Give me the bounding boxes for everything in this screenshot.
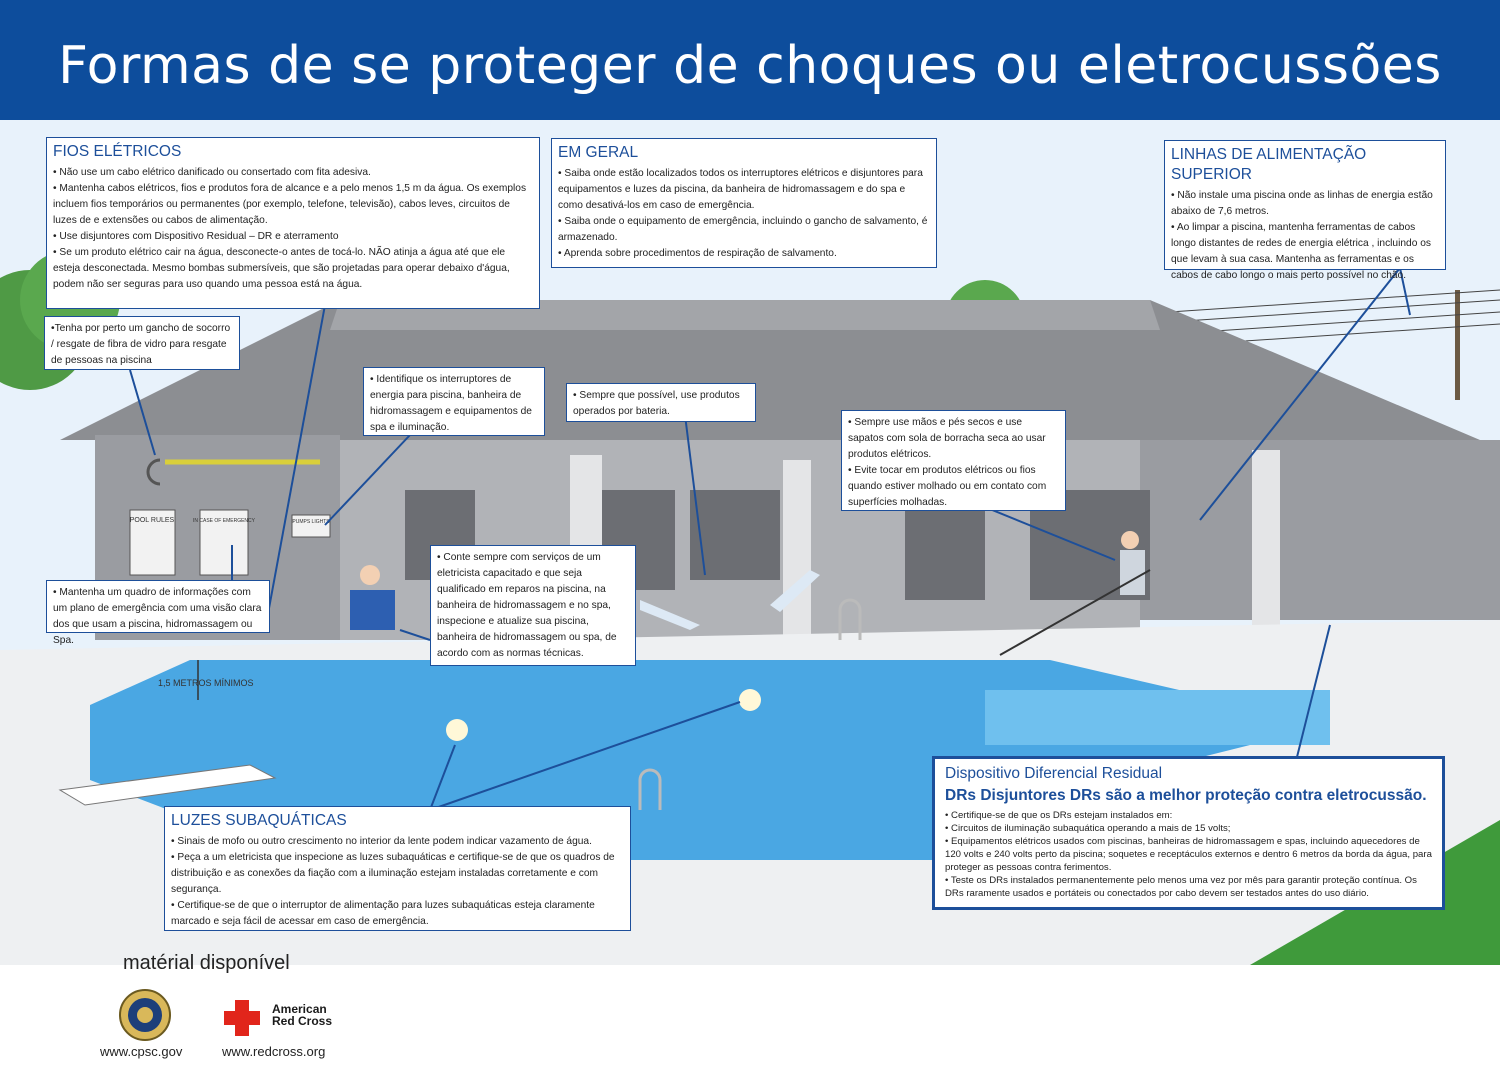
maos-item: • Evite tocar em produtos elétricos ou fios quando estiver molhado ou em contato com superfícies molhadas. [848, 465, 1047, 508]
gancho-text: •Tenha por perto um gancho de socorro / resgate de fibra de vidro para resgate de pessoas na piscina [51, 323, 231, 366]
cpsc-seal-logo [118, 988, 172, 1042]
pumps-lights-label: PUMPS LIGHTS [292, 519, 330, 525]
geral-item: • Aprenda sobre procedimentos de respiração de salvamento. [558, 248, 837, 259]
bateria-text: • Sempre que possível, use produtos operados por bateria. [573, 390, 740, 417]
quadro-box [46, 580, 270, 646]
linhas-box [1164, 140, 1446, 281]
red-cross-name-line1: American [272, 1002, 327, 1016]
identifique-text: • Identifique os interruptores de energia para piscina, banheira de hidromassagem e equipamentos de spa e iluminação. [370, 374, 532, 433]
dispositivo-dr-box [932, 756, 1445, 910]
cpsc-link[interactable]: www.cpsc.gov [100, 1044, 183, 1059]
fios-eletricos-title: FIOS ELÉTRICOS [53, 143, 182, 160]
material-disponivel-label: matérial disponível [123, 952, 290, 974]
eletricista-text: • Conte sempre com serviços de um eletricista capacitado e que seja qualificado em reparos na piscina, na banheira de hidromassagem e no spa, inspecione e atualize sua piscina, banheira de hidromassagem ou spa, de acordo com as normas técnicas. [437, 552, 617, 659]
luzes-item: • Peça a um eletricista que inspecione as luzes subaquáticas e certifique-se de que os quadros de distribuição e as conexões da fiação com a iluminação estejam instaladas corretamente e com segurança. [171, 852, 615, 895]
luzes-subaquaticas-box [164, 806, 631, 931]
geral-item: • Saiba onde o equipamento de emergência, incluindo o gancho de salvamento, é armazenado. [558, 216, 928, 243]
em-geral-title: EM GERAL [558, 144, 639, 161]
dr-item: • Equipamentos elétricos usados com piscinas, banheiras de hidromassagem e spas, incluindo aquecedores de 120 volts e 240 volts perto da piscina; soquetes e receptáculos externos e dentro 6 metros da borda da água, para proteger as pessoas contra ferimentos. [945, 836, 1432, 873]
fios-item: • Use disjuntores com Dispositivo Residual – DR e aterramento [53, 231, 339, 242]
dr-item: • Teste os DRs instalados permanentemente pelo menos uma vez por mês para garantir proteção contínua. Os DRs raramente usados e portáteis ou conectados por cabo devem ser testados antes do uso diário. [945, 875, 1417, 899]
distance-label: 1,5 METROS MÍNIMOS [158, 678, 254, 688]
title-banner [0, 0, 1500, 120]
maos-secas-box [841, 410, 1066, 511]
red-cross-name-line2: Red Cross [272, 1014, 333, 1028]
redcross-link[interactable]: www.redcross.org [222, 1044, 326, 1059]
luzes-title: LUZES SUBAQUÁTICAS [171, 812, 347, 829]
emergency-sign: IN CASE OF EMERGENCY [193, 518, 255, 524]
fios-eletricos-box [46, 137, 540, 309]
eletricista-box [430, 545, 636, 666]
dr-item: • Certifique-se de que os DRs estejam instalados em: [945, 810, 1173, 821]
dr-item: • Circuitos de iluminação subaquática operando a mais de 15 volts; [945, 823, 1231, 834]
gancho-box [44, 316, 240, 370]
linhas-title: LINHAS DE ALIMENTAÇÃO SUPERIOR [1171, 146, 1367, 183]
maos-item: • Sempre use mãos e pés secos e use sapatos com sola de borracha seca ao usar produtos elétricos. [848, 417, 1046, 460]
em-geral-box [551, 138, 937, 268]
page-title: Formas de se proteger de choques ou eletrocussões [58, 36, 1442, 96]
fios-item: • Mantenha cabos elétricos, fios e produtos fora de alcance e a pelo menos 1,5 m da água. Os exemplos incluem fios temporários ou permanentes (por exemplo, telefone, televisão), cabos leves, circuitos de luzes de e extensões ou cabos de alimentação. [53, 183, 527, 226]
dr-title: Dispositivo Diferencial Residual [945, 765, 1163, 782]
fios-item: • Se um produto elétrico cair na água, desconecte-o antes de tocá-lo. NÃO atinja a água até que ele esteja desconectada. Mesmo bombas submersíveis, que são projetadas para operar debaixo d'água, podem não ser seguras para uso quando uma pessoa está na água. [53, 247, 510, 290]
dr-subtitle: DRs Disjuntores DRs são a melhor proteção contra eletrocussão. [945, 787, 1427, 804]
quadro-text: • Mantenha um quadro de informações com um plano de emergência com uma visão clara dos que usam a piscina, hidromassagem ou Spa. [53, 587, 262, 646]
linhas-item: • Ao limpar a piscina, mantenha ferramentas de cabos longo distantes de redes de energia elétrica , incluindo os que levam à sua casa. Mantenha as ferramentas e os cabos de cabo longo o mais perto possível no chão. [1171, 222, 1431, 281]
pool-rules-sign: POOL RULES [129, 517, 175, 524]
fios-item: • Não use um cabo elétrico danificado ou consertado com fita adesiva. [53, 167, 371, 178]
luzes-item: • Sinais de mofo ou outro crescimento no interior da lente podem indicar vazamento de água. [171, 836, 592, 847]
identifique-box [363, 367, 545, 436]
linhas-item: • Não instale uma piscina onde as linhas de energia estão abaixo de 7,6 metros. [1171, 190, 1433, 217]
bateria-box [566, 383, 756, 422]
red-cross-icon [222, 998, 262, 1038]
luzes-item: • Certifique-se de que o interruptor de alimentação para luzes subaquáticas esteja claramente marcado e seja fácil de acessar em caso de emergência. [171, 900, 595, 927]
geral-item: • Saiba onde estão localizados todos os interruptores elétricos e disjuntores para equipamentos e luzes da piscina, da banheira de hidromassagem e do spa e como desativá-los em caso de emergência. [558, 168, 923, 211]
